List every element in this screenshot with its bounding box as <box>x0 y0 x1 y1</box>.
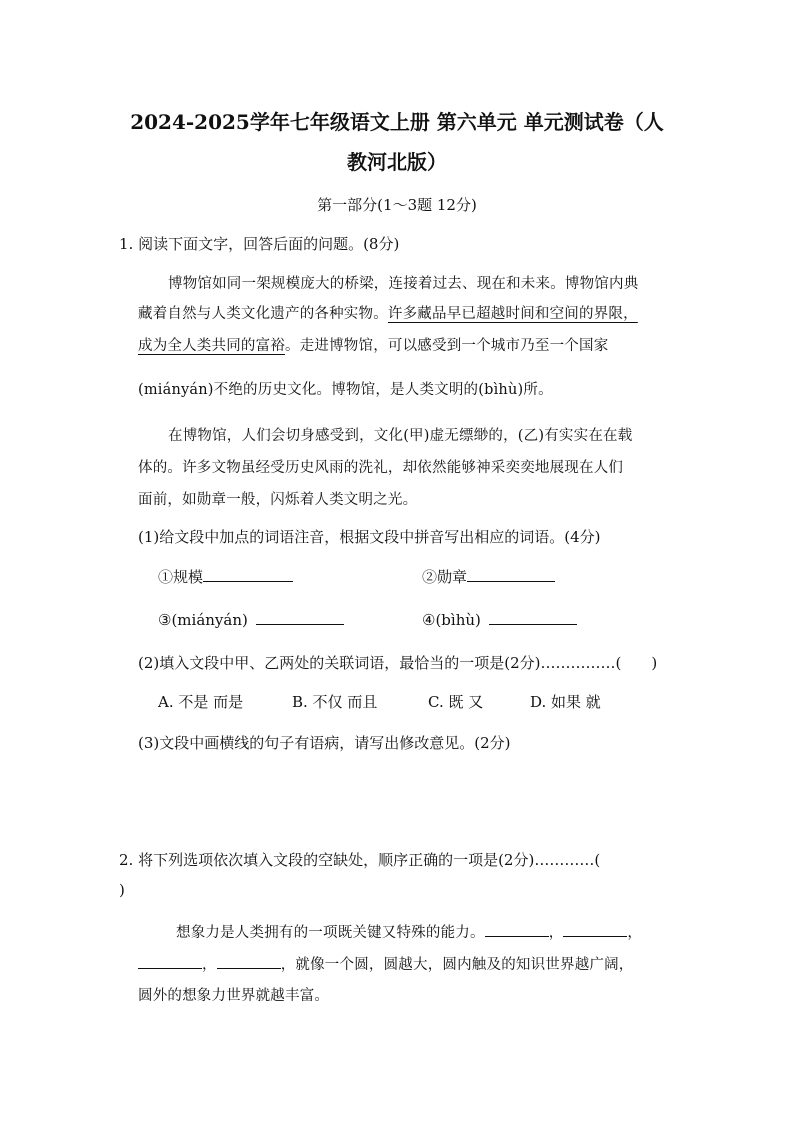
fill-blank-2[interactable] <box>563 920 627 937</box>
question-2-stem: 2. 将下列选项依次填入文段的空缺处，顺序正确的一项是(2分)…………( <box>119 851 601 869</box>
passage3-line2-text: ，就像一个圆，圆越大，圆内触及的知识世界越广阔， <box>280 957 634 973</box>
sub1-item-4 <box>422 608 577 629</box>
sub-question-2: (2)填入文段中甲、乙两处的关联词语，最恰当的一项是(2分)……………( ) <box>138 654 658 672</box>
passage2-line2: 体的。许多文物虽经受历史风雨的洗礼，却依然能够神采奕奕地展现在人们 <box>138 460 624 476</box>
fill-blank-1[interactable] <box>485 920 549 937</box>
option-c[interactable]: C. 既 又 <box>428 693 484 711</box>
sub1-item-2 <box>422 565 555 587</box>
option-d[interactable]: D. 如果 就 <box>530 693 601 711</box>
answer-blank[interactable] <box>256 608 344 625</box>
passage1-line2 <box>138 302 638 323</box>
fill-blank-3[interactable] <box>138 952 202 969</box>
question-1-stem: 1. 阅读下面文字，回答后面的问题。(8分) <box>119 235 400 253</box>
passage1-line1: 博物馆如同一架规模庞大的桥梁，连接着过去、现在和未来。博物馆内典 <box>168 276 639 292</box>
page-title-line1: 2024-2025学年七年级语文上册 第六单元 单元测试卷（人 <box>130 110 664 134</box>
option-a[interactable]: A. 不是 而是 <box>158 693 244 711</box>
passage3-line2: ， ，就像一个圆，圆越大，圆内触及的知识世界越广阔， <box>138 952 634 974</box>
sub-question-3: (3)文段中画横线的句子有语病，请写出修改意见。(2分) <box>138 734 511 752</box>
passage1-line4: (miányán)不绝的历史文化。博物馆，是人类文明的(bìhù)所。 <box>138 382 553 398</box>
question-2-stem-end: ) <box>119 881 125 899</box>
answer-blank[interactable] <box>467 565 555 582</box>
fill-blank-4[interactable] <box>217 952 281 969</box>
section-heading: 第一部分(1～3题 12分) <box>317 196 477 214</box>
sub1-item-3 <box>158 608 344 629</box>
sub-question-1: (1)给文段中加点的词语注音，根据文段中拼音写出相应的词语。(4分) <box>138 528 601 546</box>
passage2-line1: 在博物馆，人们会切身感受到，文化(甲)虚无缥缈的，(乙)有实实在在载 <box>168 428 633 444</box>
underlined-sentence-part1: 许多藏品早已超越时间和空间的界限， <box>387 306 638 322</box>
answer-blank[interactable] <box>203 565 293 582</box>
sub1-item-3-label: ③(miányán) <box>158 611 248 629</box>
sub1-item-1 <box>158 565 293 587</box>
passage1-line2-plain: 藏着自然与人类文化遗产的各种实物。 <box>138 306 388 322</box>
sub1-item-2-label: ②勋章 <box>422 568 468 586</box>
passage1-line3-plain: 。走进博物馆，可以感受到一个城市乃至一个国家 <box>285 338 609 354</box>
passage3-line1: 想象力是人类拥有的一项既关键又特殊的能力。 ， ， <box>176 920 642 942</box>
passage2-line3: 面前，如勋章一般，闪烁着人类文明之光。 <box>138 492 418 508</box>
passage3-line3: 圆外的想象力世界就越丰富。 <box>138 988 330 1004</box>
passage3-line1-text: 想象力是人类拥有的一项既关键又特殊的能力。 <box>176 925 485 941</box>
page-title-line2: 教河北版） <box>347 150 447 174</box>
passage1-line3 <box>138 334 608 355</box>
answer-blank[interactable] <box>489 608 577 625</box>
sub1-item-4-label: ④(bìhù) <box>422 611 481 629</box>
sub1-item-1-label: ①规模 <box>158 568 204 586</box>
underlined-sentence-part2: 成为全人类共同的富裕 <box>138 338 285 354</box>
option-b[interactable]: B. 不仅 而且 <box>292 693 378 711</box>
